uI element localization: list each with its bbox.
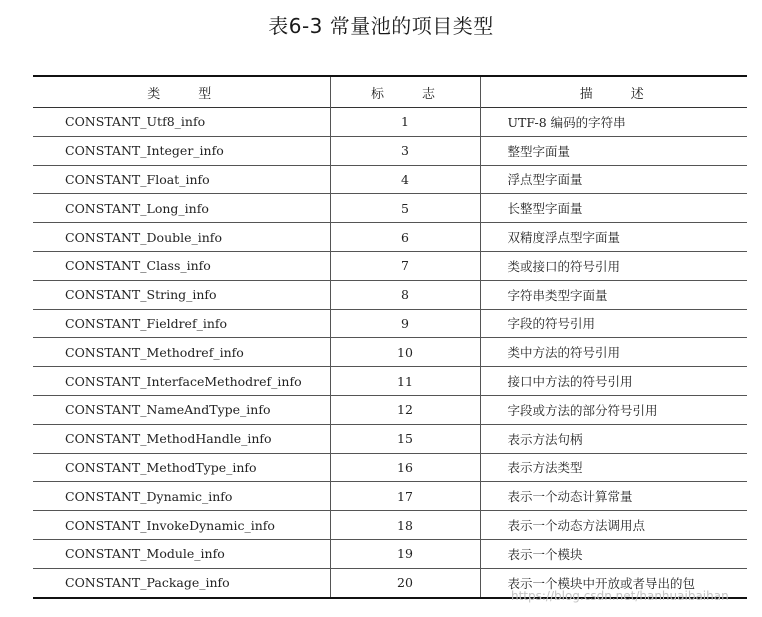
table-row bbox=[33, 367, 747, 396]
type-cell: CONSTANT_InterfaceMethodref_info bbox=[65, 373, 302, 389]
table-row bbox=[33, 338, 747, 367]
description-cell: 双精度浮点型字面量 bbox=[480, 223, 747, 252]
header-tag: 标 志 bbox=[330, 76, 480, 108]
tag-cell: 7 bbox=[330, 251, 480, 280]
type-cell: CONSTANT_Integer_info bbox=[65, 143, 224, 159]
table-row bbox=[33, 251, 747, 280]
tag-cell: 6 bbox=[330, 223, 480, 252]
watermark: https://blog.csdn.net/hanhuaibaihan bbox=[511, 589, 729, 603]
table-row bbox=[33, 194, 747, 223]
tag-cell: 17 bbox=[330, 482, 480, 511]
header-type: 类 型 bbox=[147, 86, 216, 102]
header-description: 描 述 bbox=[480, 76, 747, 108]
tag-cell: 10 bbox=[330, 338, 480, 367]
description-cell: 表示方法句柄 bbox=[480, 424, 747, 453]
table-row bbox=[33, 136, 747, 165]
description-cell: 字段的符号引用 bbox=[480, 309, 747, 338]
description-cell: 字段或方法的部分符号引用 bbox=[480, 395, 747, 424]
type-cell: CONSTANT_Float_info bbox=[65, 171, 210, 187]
table-row bbox=[33, 223, 747, 252]
description-cell: 浮点型字面量 bbox=[480, 165, 747, 194]
tag-cell: 19 bbox=[330, 539, 480, 568]
constant-pool-table bbox=[33, 75, 747, 599]
description-cell: 表示一个动态计算常量 bbox=[480, 482, 747, 511]
description-cell: UTF-8 编码的字符串 bbox=[480, 108, 747, 137]
type-cell: CONSTANT_Package_info bbox=[65, 575, 230, 591]
type-cell: CONSTANT_String_info bbox=[65, 287, 217, 303]
description-cell: 整型字面量 bbox=[480, 136, 747, 165]
description-cell: 表示一个模块 bbox=[480, 539, 747, 568]
table-row bbox=[33, 395, 747, 424]
description-cell: 表示方法类型 bbox=[480, 453, 747, 482]
type-cell: CONSTANT_NameAndType_info bbox=[65, 402, 271, 418]
tag-cell: 15 bbox=[330, 424, 480, 453]
table-body bbox=[33, 108, 747, 598]
table-row bbox=[33, 309, 747, 338]
table-row bbox=[33, 453, 747, 482]
tag-cell: 4 bbox=[330, 165, 480, 194]
tag-cell: 3 bbox=[330, 136, 480, 165]
description-cell: 长整型字面量 bbox=[480, 194, 747, 223]
type-cell: CONSTANT_InvokeDynamic_info bbox=[65, 517, 275, 533]
description-cell: 表示一个模块中开放或者导出的包 bbox=[480, 568, 747, 597]
description-cell: 字符串类型字面量 bbox=[480, 280, 747, 309]
table-row bbox=[33, 539, 747, 568]
type-cell: CONSTANT_Utf8_info bbox=[65, 114, 206, 130]
table-header-row bbox=[33, 76, 747, 108]
type-cell: CONSTANT_MethodHandle_info bbox=[65, 431, 272, 447]
table-row bbox=[33, 511, 747, 540]
tag-cell: 5 bbox=[330, 194, 480, 223]
table-row bbox=[33, 424, 747, 453]
description-cell: 表示一个动态方法调用点 bbox=[480, 511, 747, 540]
table-row bbox=[33, 280, 747, 309]
table-title: 表6-3 常量池的项目类型 bbox=[268, 14, 494, 38]
tag-cell: 16 bbox=[330, 453, 480, 482]
table-row bbox=[33, 165, 747, 194]
tag-cell: 8 bbox=[330, 280, 480, 309]
table-row bbox=[33, 108, 747, 137]
constant-pool-table-container bbox=[33, 75, 747, 599]
type-cell: CONSTANT_Methodref_info bbox=[65, 344, 244, 360]
tag-cell: 11 bbox=[330, 367, 480, 396]
type-cell: CONSTANT_MethodType_info bbox=[65, 459, 257, 475]
type-cell: CONSTANT_Long_info bbox=[65, 200, 209, 216]
type-cell: CONSTANT_Dynamic_info bbox=[65, 488, 233, 504]
tag-cell: 9 bbox=[330, 309, 480, 338]
type-cell: CONSTANT_Module_info bbox=[65, 546, 225, 562]
tag-cell: 12 bbox=[330, 395, 480, 424]
tag-cell: 20 bbox=[330, 568, 480, 597]
type-cell: CONSTANT_Class_info bbox=[65, 258, 211, 274]
type-cell: CONSTANT_Double_info bbox=[65, 229, 222, 245]
description-cell: 类中方法的符号引用 bbox=[480, 338, 747, 367]
tag-cell: 1 bbox=[330, 108, 480, 137]
type-cell: CONSTANT_Fieldref_info bbox=[65, 315, 228, 331]
description-cell: 接口中方法的符号引用 bbox=[480, 367, 747, 396]
tag-cell: 18 bbox=[330, 511, 480, 540]
description-cell: 类或接口的符号引用 bbox=[480, 251, 747, 280]
table-row bbox=[33, 482, 747, 511]
